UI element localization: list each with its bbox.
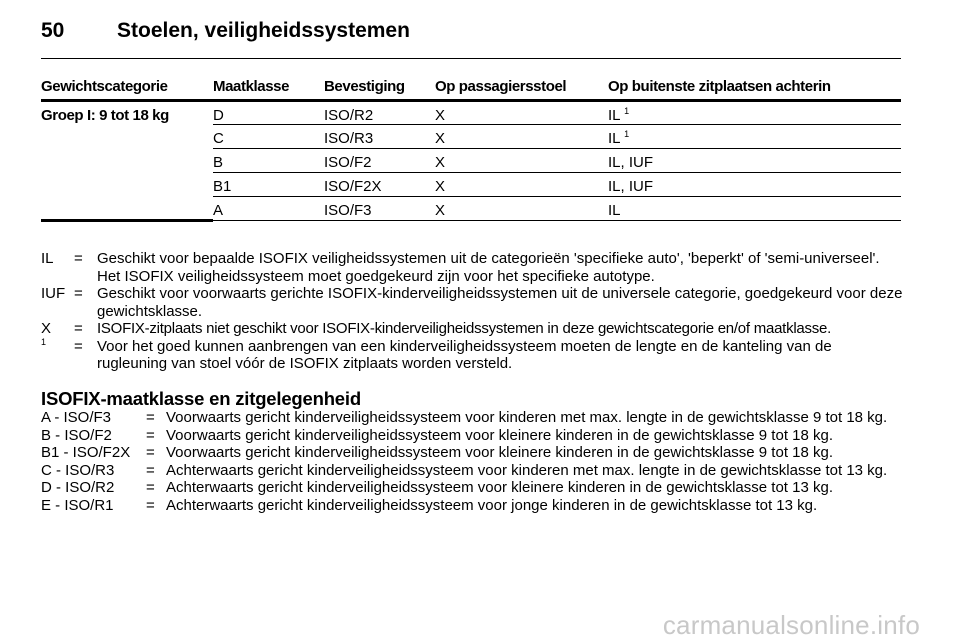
- iso-text: Voorwaarts gericht kinderveiligheidssysteem voor kleinere kinderen in de gewichtsklasse 9 tot 18 kg.: [166, 444, 834, 462]
- col-header: Gewichtscategorie: [41, 78, 213, 101]
- legend-eq: =: [74, 285, 83, 302]
- table-row: [41, 149, 901, 173]
- iso-text: Achterwaarts gericht kinderveiligheidssysteem voor kleinere kinderen in de gewichtsklasse tot 13 kg.: [166, 479, 833, 497]
- legend-item: [41, 250, 903, 285]
- iso-eq: =: [146, 409, 155, 426]
- table-cell: X: [435, 197, 608, 221]
- table-row: [41, 173, 901, 197]
- col-header: Op buitenste zitplaatsen achterin: [608, 78, 901, 101]
- legend-item: [41, 285, 903, 320]
- table-row: [41, 197, 901, 221]
- legend-text: ISOFIX-zitplaats niet geschikt voor ISOFIX-kinderveiligheidssystemen in deze gewichtscategorie en/of maatklasse.: [97, 320, 832, 337]
- table-cell: [608, 125, 901, 149]
- table-cell: X: [435, 149, 608, 173]
- table-cell: X: [435, 173, 608, 197]
- legend-key: IUF: [41, 285, 66, 302]
- iso-key: E - ISO/R1: [41, 496, 114, 514]
- list-item: [41, 444, 903, 462]
- table-cell: D: [213, 101, 324, 125]
- list-item: [41, 427, 903, 445]
- table-cell: ISO/F2: [324, 149, 435, 173]
- legend-eq: =: [74, 320, 83, 337]
- cell-text: IL: [608, 130, 620, 147]
- watermark: carmanualsonline.info: [662, 610, 920, 640]
- group-cell: Groep I: 9 tot 18 kg: [41, 107, 169, 124]
- legend-text: Geschikt voor bepaalde ISOFIX veiligheidssystemen uit de categorieën 'specifieke auto', 'beperkt' of 'semi-universeel'. Het ISOFIX veiligheidssysteem moet goedgekeurd zijn voor het specifieke autotype.: [97, 250, 880, 285]
- table-legend: [41, 250, 903, 373]
- iso-class-list: [41, 409, 903, 515]
- iso-eq: =: [146, 496, 155, 514]
- legend-text: Geschikt voor voorwaarts gerichte ISOFIX-kinderveiligheidssystemen uit de universele categorie, goedgekeurd voor deze gewichtsklasse.: [97, 285, 903, 320]
- iso-key: A - ISO/F3: [41, 409, 112, 426]
- legend-item: [41, 320, 903, 338]
- footnote-mark: 1: [624, 106, 630, 116]
- section-title: ISOFIX-maatklasse en zitgelegenheid: [41, 388, 361, 409]
- cell-text: IL: [608, 107, 620, 124]
- table-cell: IL: [608, 197, 901, 221]
- iso-key: B1 - ISO/F2X: [41, 444, 131, 462]
- iso-eq: =: [146, 461, 155, 479]
- table-cell: C: [213, 125, 324, 149]
- table-cell: B: [213, 149, 324, 173]
- page-header: [41, 19, 410, 43]
- table-cell: B1: [213, 173, 324, 197]
- table-header-row: [41, 78, 901, 101]
- footnote-mark: 1: [624, 129, 630, 139]
- table-cell: ISO/R3: [324, 125, 435, 149]
- table-row: [41, 101, 901, 125]
- iso-text: Voorwaarts gericht kinderveiligheidssysteem voor kinderen met max. lengte in de gewichtsklasse 9 tot 18 kg.: [166, 409, 888, 426]
- table-cell: ISO/R2: [324, 101, 435, 125]
- list-item: [41, 479, 903, 497]
- col-header: Op passagiersstoel: [435, 78, 608, 101]
- legend-item: [41, 338, 903, 373]
- table-cell: IL, IUF: [608, 173, 901, 197]
- legend-key: [41, 338, 74, 373]
- table-cell: [608, 101, 901, 125]
- legend-key: IL: [41, 250, 54, 267]
- legend-text: Voor het goed kunnen aanbrengen van een kinderveiligheidssysteem moeten de lengte en de kanteling van de rugleuning van stoel vóór de ISOFIX zitplaats worden versteld.: [97, 337, 832, 372]
- table-cell: ISO/F2X: [324, 173, 435, 197]
- list-item: [41, 462, 903, 480]
- col-header: Maatklasse: [213, 78, 324, 101]
- iso-eq: =: [146, 479, 155, 497]
- table-cell: X: [435, 101, 608, 125]
- legend-eq: =: [74, 250, 83, 267]
- iso-eq: =: [146, 444, 155, 462]
- isofix-table: [41, 78, 901, 222]
- list-item: [41, 409, 903, 427]
- legend-key: X: [41, 320, 52, 337]
- list-item: [41, 497, 903, 515]
- table-cell: IL, IUF: [608, 149, 901, 173]
- iso-text: Achterwaarts gericht kinderveiligheidssysteem voor jonge kinderen in de gewichtsklasse tot 13 kg.: [166, 496, 818, 514]
- page-title: Stoelen, veiligheidssystemen: [117, 19, 410, 42]
- table-row: [41, 125, 901, 149]
- footnote-mark: 1: [41, 336, 47, 347]
- col-header: Bevestiging: [324, 78, 435, 101]
- iso-text: Achterwaarts gericht kinderveiligheidssysteem voor kinderen met max. lengte in de gewichtsklasse tot 13 kg.: [166, 461, 888, 479]
- table-cell: A: [213, 197, 324, 221]
- iso-key: D - ISO/R2: [41, 479, 115, 497]
- legend-eq: =: [74, 337, 83, 355]
- iso-key: C - ISO/R3: [41, 461, 115, 479]
- iso-key: B - ISO/F2: [41, 426, 112, 444]
- page-number: 50: [41, 19, 65, 42]
- iso-eq: =: [146, 426, 155, 444]
- iso-text: Voorwaarts gericht kinderveiligheidssysteem voor kleinere kinderen in de gewichtsklasse 9 tot 18 kg.: [166, 426, 834, 444]
- table-cell: X: [435, 125, 608, 149]
- table-cell: ISO/F3: [324, 197, 435, 221]
- header-rule: [41, 58, 901, 59]
